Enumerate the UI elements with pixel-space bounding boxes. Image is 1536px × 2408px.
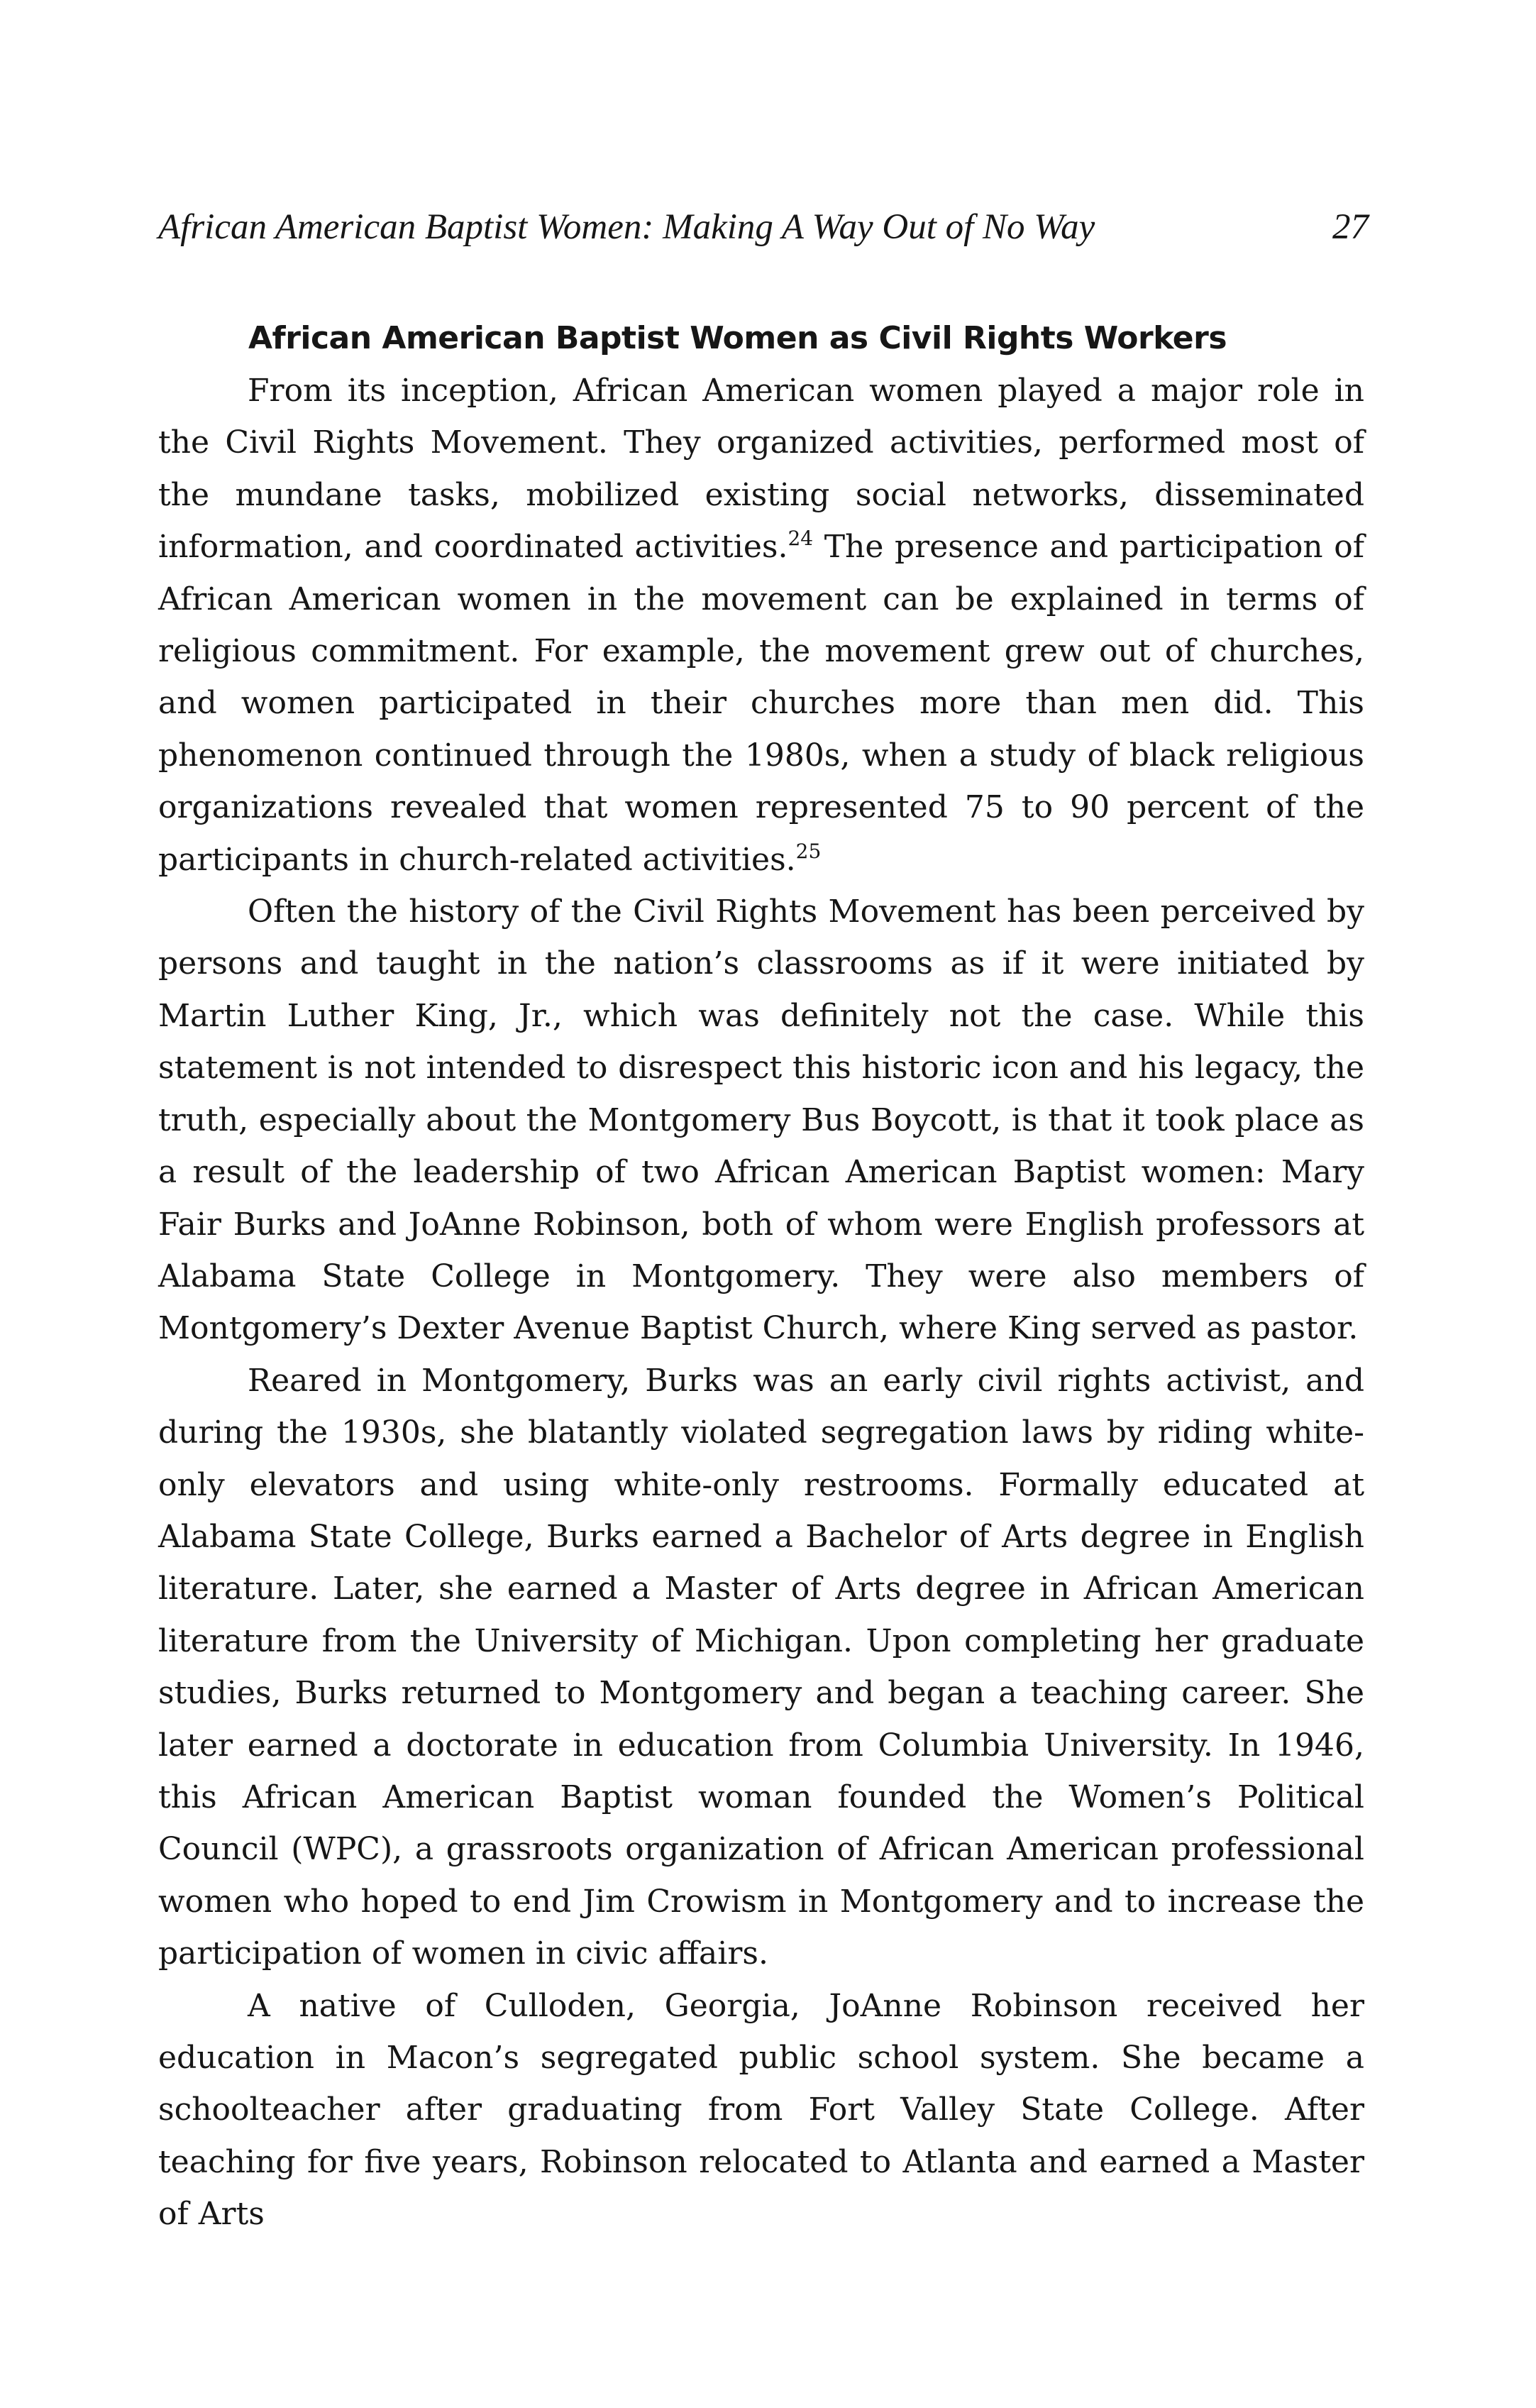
paragraph-text: The presence and participation of African American women in the movement can be explained in terms of religious commitment. For example, the movement grew out of churches, and women participated in their churches more than men did. This phenomenon continued through the 1980s, when a study of black religious organizations revealed that women represented 75 to 90 percent of the participants in church-related activities. bbox=[158, 529, 1364, 878]
paragraph-robinson: A native of Culloden, Georgia, JoAnne Robinson received her education in Macon’s segregated public school system. She became a schoolteacher after graduating from Fort Valley State College. After teaching for five years, Robinson relocated to Atlanta and earned a Master of Arts bbox=[158, 1987, 1364, 2233]
section-heading: African American Baptist Women as Civil Rights Workers bbox=[248, 320, 1227, 356]
footnote-reference: 25 bbox=[795, 839, 822, 863]
paragraph-montgomery-history: Often the history of the Civil Rights Movement has been perceived by persons and taught in the nation’s classrooms as if it were initiated by Martin Luther King, Jr., which was definitely not the case. While this statement is not intended to disrespect this historic icon and his legacy, the truth, especially about the Montgomery Bus Boycott, is that it took place as a result of the leadership of two African American Baptist women: Mary Fair Burks and JoAnne Robinson, both of whom were English professors at Alabama State College in Montgomery. They were also members of Montgomery’s Dexter Avenue Baptist Church, where King served as pastor. bbox=[158, 894, 1364, 1347]
paragraph-text: From its inception, African American women played a major role in the Civil Rights Movement. They organized activities, performed most of the mundane tasks, mobilized existing social networks, disseminated information, and coordinated activities. bbox=[158, 373, 1364, 566]
paragraph-civil-rights-role bbox=[158, 365, 1364, 886]
body-text bbox=[158, 365, 1364, 2241]
paragraph-burks: Reared in Montgomery, Burks was an early civil rights activist, and during the 1930s, she blatantly violated segregation laws by riding white-only elevators and using white-only restrooms. Formally educated at Alabama State College, Burks earned a Bachelor of Arts degree in English literature. Later, she earned a Master of Arts degree in African American literature from the University of Michigan. Upon completing her graduate studies, Burks returned to Montgomery and began a teaching career. She later earned a doctorate in education from Columbia University. In 1946, this African American Baptist woman founded the Women’s Political Council (WPC), a grassroots organization of African American professional women who hoped to end Jim Crowism in Montgomery and to increase the participation of women in civic affairs. bbox=[158, 1362, 1364, 1972]
page-number: 27 bbox=[1332, 207, 1369, 247]
running-title: African American Baptist Women: Making A Way Out of No Way bbox=[158, 207, 1095, 247]
running-head bbox=[158, 202, 1369, 253]
footnote-reference: 24 bbox=[788, 527, 814, 551]
